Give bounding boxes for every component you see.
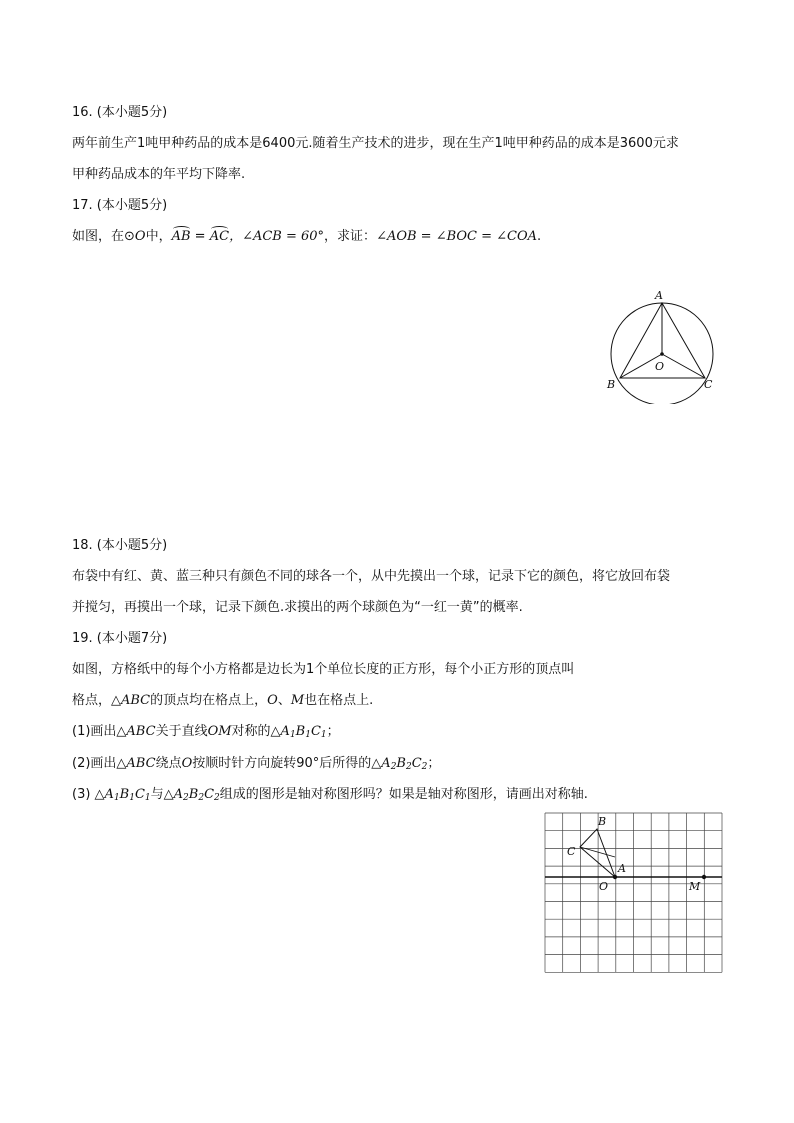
q16-text-line1: 两年前生产1吨甲种药品的成本是6400元.随着生产技术的进步，现在生产1吨甲种药品的成本是3600元求 xyxy=(72,136,679,151)
q16-text-line2: 甲种药品成本的年平均下降率. xyxy=(72,167,246,182)
q17-arc-ab: AB xyxy=(171,229,191,244)
q17-prove: ∠AOB = ∠BOC = ∠COA xyxy=(376,229,538,244)
q19-part2 xyxy=(72,755,440,776)
q19-p2-o: O xyxy=(181,756,193,771)
q19-p1-abc: ABC xyxy=(126,724,156,739)
q19-p3-b2: B xyxy=(188,787,199,802)
point-o xyxy=(660,352,664,356)
q19-p2-c2: C xyxy=(411,756,422,771)
q19-p2-end: ； xyxy=(427,756,441,771)
q17-header: 17. (本小题5分) xyxy=(72,198,168,213)
q19-p3-u3: 2 xyxy=(198,793,205,803)
q19-p3-s1: 1 xyxy=(113,793,120,803)
q17-prove-end: . xyxy=(537,229,542,244)
q19-part1 xyxy=(72,723,340,744)
q17-given: ，∠ACB = 60° xyxy=(229,229,325,244)
label-o: O xyxy=(655,360,665,373)
q19-p3c: 组成的图形是轴对称图形吗？如果是轴对称图形，请画出对称轴. xyxy=(219,787,588,802)
grid-label-b: B xyxy=(598,815,607,828)
q18-text-line1: 布袋中有红、黄、蓝三种只有颜色不同的球各一个，从中先摸出一个球，记录下它的颜色，将它放回布袋 xyxy=(72,569,671,584)
q19-text-line1: 如图，方格纸中的每个小方格都是边长为1个单位长度的正方形，每个小正方形的顶点叫 xyxy=(72,662,575,677)
label-b: B xyxy=(607,378,616,391)
q19-l2a: 格点，△ xyxy=(72,693,121,708)
q19-l2-o: O xyxy=(267,693,278,708)
q19-p1-c1: C xyxy=(310,724,321,739)
q19-p2-s2: 2 xyxy=(405,762,412,772)
q19-p3b: 与△ xyxy=(150,787,174,802)
q19-p3-c1: C xyxy=(134,787,145,802)
q19-p3-a1: A xyxy=(104,787,114,802)
point-m-grid xyxy=(702,875,706,879)
q19-p3-b1: B xyxy=(119,787,130,802)
q19-p2-abc: ABC xyxy=(126,756,156,771)
q19-part3 xyxy=(72,786,588,807)
q17-text-prefix: 如图，在⊙ xyxy=(72,229,135,244)
q19-l2b: 的顶点均在格点上， xyxy=(150,693,268,708)
q19-p3-u1: 2 xyxy=(183,793,189,803)
q19-text-line2 xyxy=(72,692,373,710)
grid-label-c: C xyxy=(567,845,576,858)
grid-figure xyxy=(540,808,730,980)
label-a: A xyxy=(655,289,663,302)
q19-p1-a1: A xyxy=(280,724,290,739)
q17-eq: = xyxy=(190,229,210,244)
q19-p1-s1: 1 xyxy=(289,730,296,740)
q18-text-line2: 并搅匀，再摸出一个球，记录下颜色.求摸出的两个球颜色为“一红一黄”的概率. xyxy=(72,600,523,615)
q19-header: 19. (本小题7分) xyxy=(72,631,168,646)
q19-p1a: (1)画出△ xyxy=(72,724,127,739)
q19-p1b: 关于直线 xyxy=(155,724,208,739)
triangle-abc-grid xyxy=(580,829,615,877)
q19-p3-u5: 2 xyxy=(214,793,220,803)
q19-p1-b1: B xyxy=(295,724,306,739)
q19-p1-om: OM xyxy=(207,724,232,739)
q19-p3-s2: 1 xyxy=(129,793,135,803)
label-c: C xyxy=(704,378,713,391)
circle-figure xyxy=(600,284,730,404)
grid-label-a: A xyxy=(618,862,626,875)
point-o-grid xyxy=(613,875,617,879)
q19-p3a: (3) △ xyxy=(72,787,105,802)
q19-p1c: 对称的△ xyxy=(231,724,281,739)
q19-p2-a2: A xyxy=(381,756,391,771)
q19-p3-s3: 1 xyxy=(144,793,151,803)
q19-p2a: (2)画出△ xyxy=(72,756,127,771)
q19-p2-s3: 2 xyxy=(421,762,428,772)
grid-label-o: O xyxy=(599,880,609,893)
q19-l2d: 也在格点上. xyxy=(304,693,374,708)
q19-p1-s2: 1 xyxy=(305,730,311,740)
q19-p2c: 按顺时针方向旋转90°后所得的△ xyxy=(192,756,382,771)
q19-l2c: 、 xyxy=(277,693,291,708)
q19-l2-abc: ABC xyxy=(121,693,151,708)
q19-p1-s3: 1 xyxy=(320,730,327,740)
q19-p2-s1: 2 xyxy=(390,762,397,772)
q19-p2-b2: B xyxy=(396,756,406,771)
q19-l2-m: M xyxy=(290,693,305,708)
q17-arc-ac: AC xyxy=(209,229,230,244)
q16-header: 16. (本小题5分) xyxy=(72,105,168,120)
q17-text-mid: 中， xyxy=(145,229,172,244)
q17-circle-name: O xyxy=(134,229,146,244)
q19-p1-end: ； xyxy=(326,724,340,739)
q19-p2b: 绕点 xyxy=(155,756,182,771)
grid-label-m: M xyxy=(689,880,701,893)
q19-p3-c2: C xyxy=(204,787,215,802)
q17-text xyxy=(72,228,541,246)
q17-prove-label: ，求证： xyxy=(324,229,377,244)
q18-header: 18. (本小题5分) xyxy=(72,538,168,553)
q19-p3-a2: A xyxy=(173,787,184,802)
